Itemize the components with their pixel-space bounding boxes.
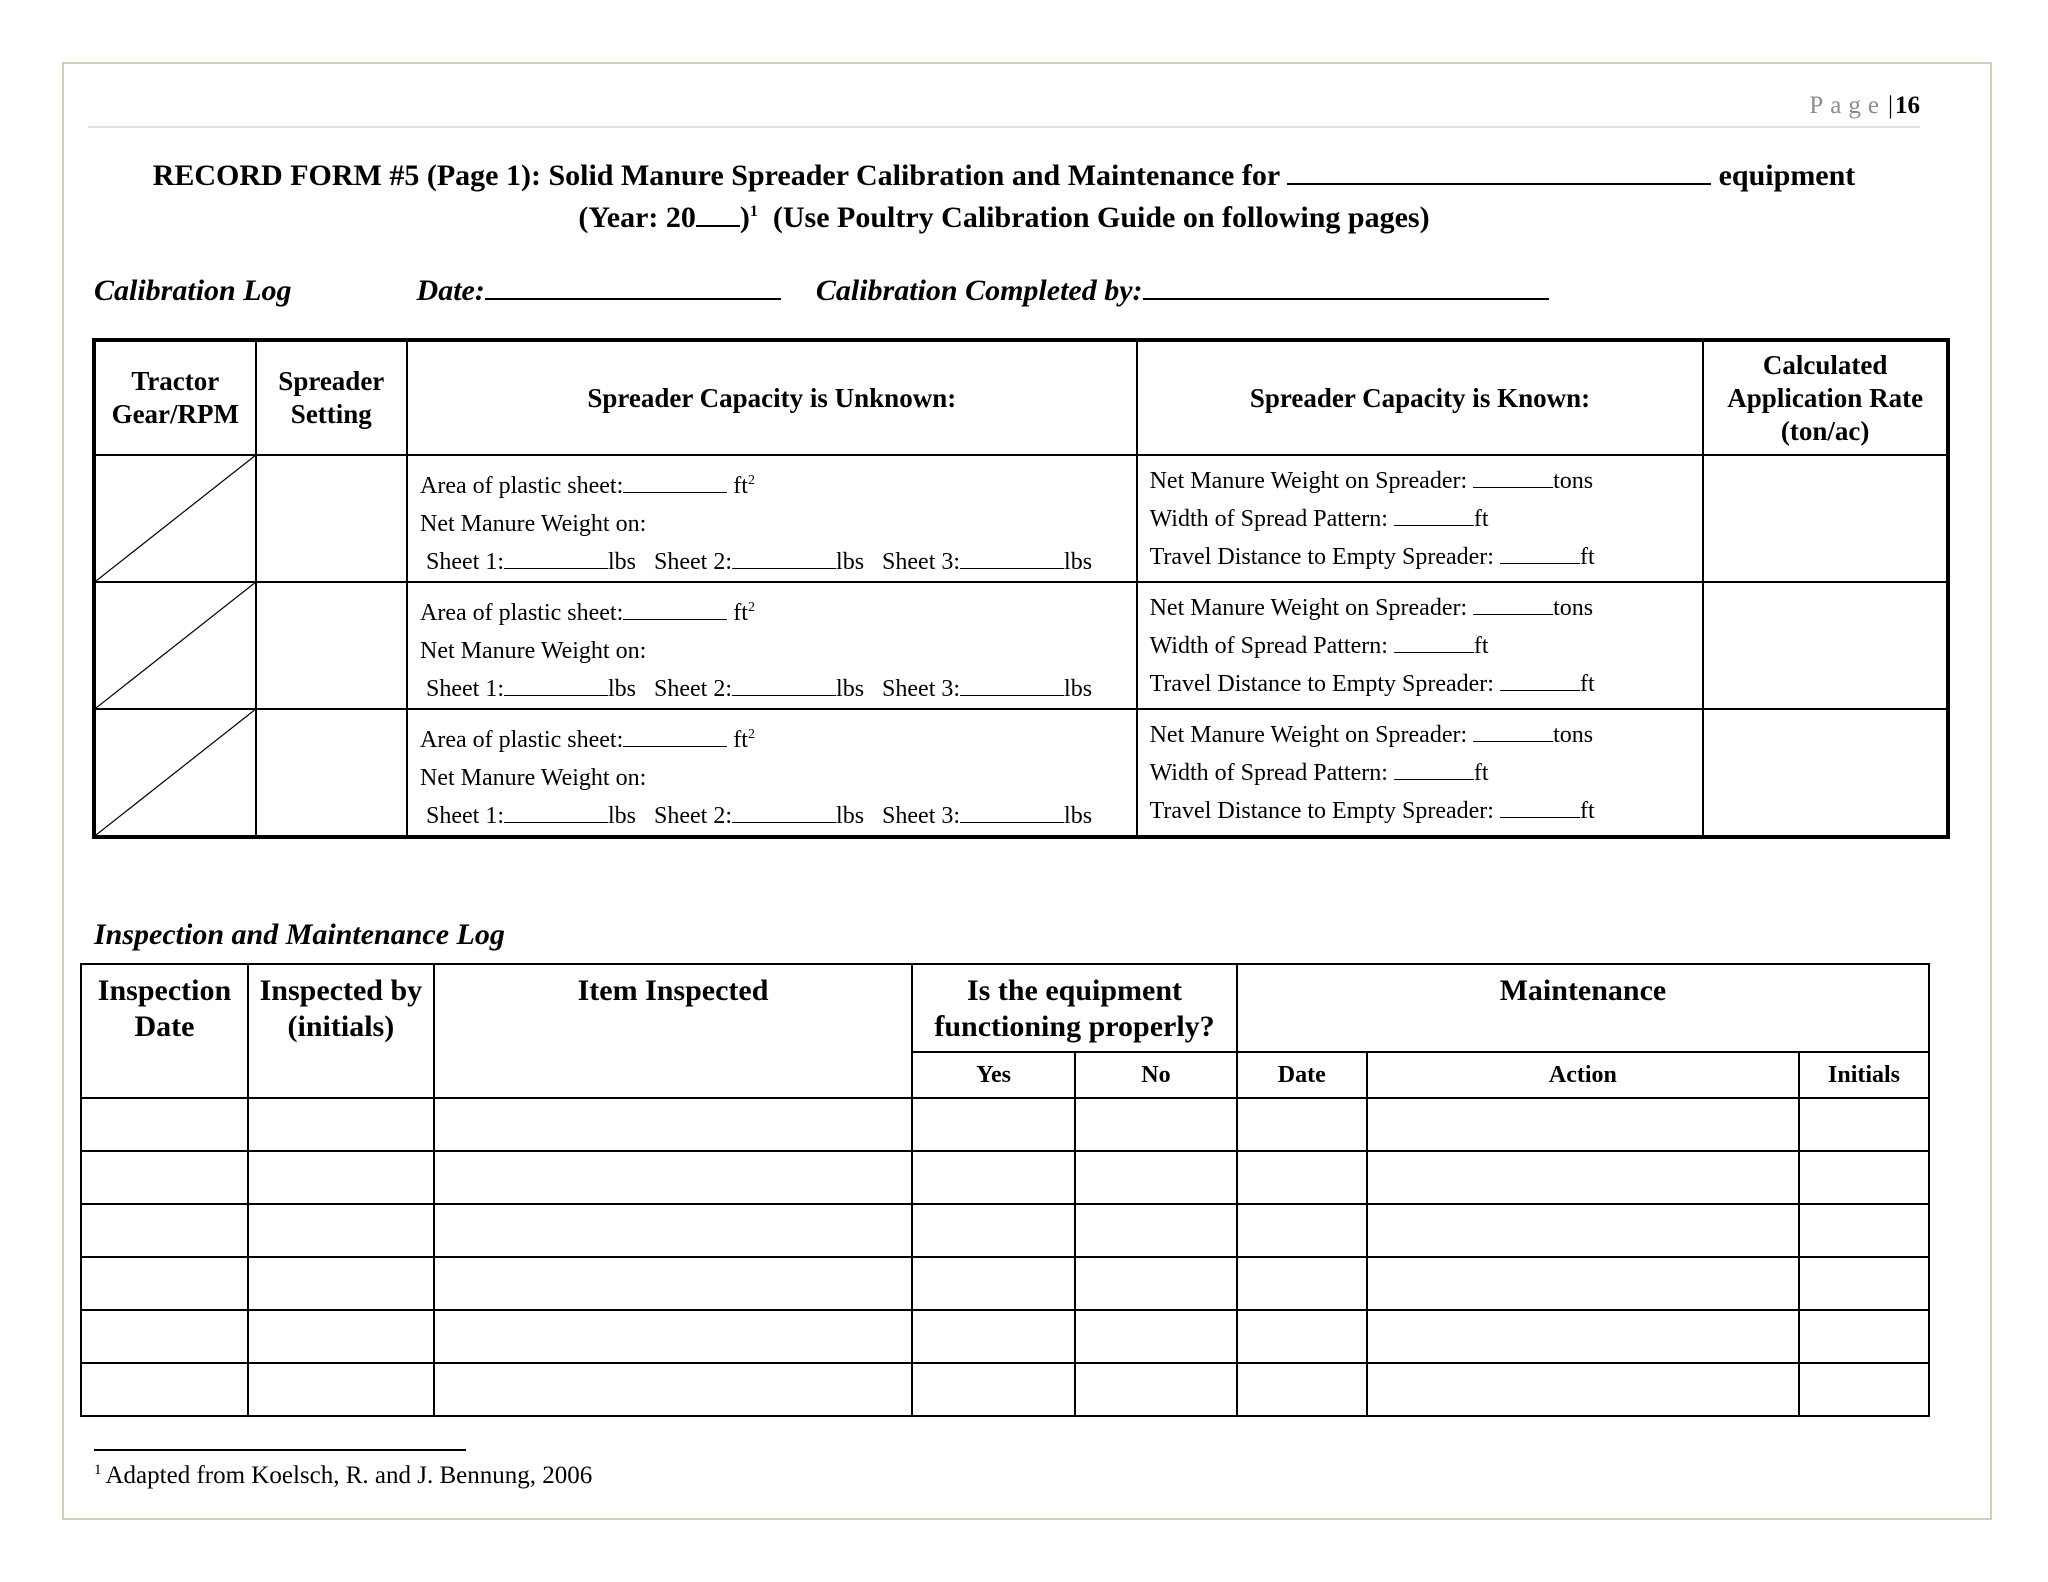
inspected-by-header: Inspected by (initials) (248, 964, 434, 1098)
field-label: tons (1553, 722, 1594, 748)
field-label: Sheet 2: (654, 676, 733, 702)
field-label: Net Manure Weight on: (420, 765, 647, 791)
maintenance-cell[interactable] (1367, 1310, 1799, 1363)
field-label: ft (733, 473, 748, 499)
maintenance-cell[interactable] (248, 1363, 434, 1416)
maintenance-row (81, 1363, 1929, 1416)
action-header: Action (1367, 1052, 1799, 1098)
capacity-known-cell (1137, 455, 1704, 582)
net-weight-field[interactable] (1473, 592, 1553, 615)
maintenance-cell[interactable] (1075, 1257, 1237, 1310)
maintenance-cell[interactable] (1237, 1098, 1367, 1151)
maintenance-cell[interactable] (1799, 1310, 1929, 1363)
maintenance-row (81, 1257, 1929, 1310)
application-rate-cell[interactable] (1703, 455, 1948, 582)
net-weight-field[interactable] (1473, 465, 1553, 488)
field-label: ft (1579, 671, 1595, 697)
diagonal-slash (96, 456, 255, 581)
tractor-gear-cell[interactable] (94, 709, 256, 837)
maintenance-cell[interactable] (1237, 1151, 1367, 1204)
maintenance-cell[interactable] (248, 1204, 434, 1257)
field-label: Sheet 1: (426, 676, 505, 702)
tractor-gear-cell[interactable] (94, 582, 256, 709)
maint-date-header: Date (1237, 1052, 1367, 1098)
diagonal-slash (96, 583, 255, 708)
field-label: lbs (1064, 549, 1093, 575)
functioning-header: Is the equipment functioning properly? (912, 964, 1237, 1052)
tractor-gear-cell[interactable] (94, 455, 256, 582)
calibration-log-line (94, 274, 1549, 308)
width-field[interactable] (1394, 757, 1474, 780)
maintenance-cell[interactable] (1237, 1363, 1367, 1416)
maintenance-cell[interactable] (912, 1204, 1075, 1257)
maintenance-cell[interactable] (434, 1310, 912, 1363)
maintenance-cell[interactable] (1075, 1098, 1237, 1151)
travel-field[interactable] (1500, 795, 1580, 818)
calibration-header-row (94, 340, 1948, 455)
field-label: Sheet 1: (426, 803, 505, 829)
year-blank[interactable] (696, 201, 740, 227)
maintenance-cell[interactable] (1237, 1204, 1367, 1257)
field-label: Net Manure Weight on Spreader: (1149, 468, 1468, 494)
field-label: Width of Spread Pattern: (1149, 760, 1388, 786)
maintenance-cell[interactable] (1075, 1310, 1237, 1363)
application-rate-header: Calculated Application Rate (ton/ac) (1703, 340, 1948, 455)
field-label: Sheet 3: (882, 676, 961, 702)
capacity-known-cell (1137, 709, 1704, 837)
maintenance-cell[interactable] (1075, 1363, 1237, 1416)
maintenance-cell[interactable] (1367, 1151, 1799, 1204)
footnote-divider (94, 1449, 466, 1451)
field-label: lbs (836, 549, 865, 575)
spreader-setting-header: Spreader Setting (256, 340, 407, 455)
item-inspected-header: Item Inspected (434, 964, 912, 1098)
field-label: Width of Spread Pattern: (1149, 506, 1388, 532)
application-rate-cell[interactable] (1703, 709, 1948, 837)
tractor-gear-header: Tractor Gear/RPM (94, 340, 256, 455)
field-label: ft (1473, 633, 1489, 659)
page-header (88, 92, 1920, 128)
capacity-unknown-cell (407, 455, 1137, 582)
maintenance-cell[interactable] (81, 1204, 248, 1257)
form-title-line1: RECORD FORM #5 (Page 1): Solid Manure Spreader Calibration and Maintenance for equipment (152, 159, 1856, 192)
form-title-line2: (Year: 20 )$^1$ (Use Poultry Calibration Guide on following pages) (578, 201, 1430, 234)
field-label: lbs (608, 676, 637, 702)
maintenance-row (81, 1204, 1929, 1257)
maintenance-cell[interactable] (912, 1363, 1075, 1416)
field-label: Sheet 3: (882, 549, 961, 575)
maintenance-cell[interactable] (1237, 1310, 1367, 1363)
maintenance-cell[interactable] (434, 1204, 912, 1257)
field-label: lbs (836, 803, 865, 829)
field-label: lbs (608, 549, 637, 575)
field-label: Net Manure Weight on: (420, 511, 647, 537)
form-title (88, 158, 1920, 236)
net-weight-field[interactable] (1473, 719, 1553, 742)
maintenance-cell[interactable] (434, 1098, 912, 1151)
field-label: ft (733, 600, 748, 626)
maintenance-cell[interactable] (1367, 1098, 1799, 1151)
diagonal-slash (96, 710, 255, 835)
field-label: Sheet 2: (654, 803, 733, 829)
sheet3-field[interactable] (960, 673, 1064, 696)
maintenance-table (80, 963, 1930, 1417)
maintenance-cell[interactable] (1367, 1257, 1799, 1310)
date-label: Date: (416, 274, 485, 307)
capacity-unknown-cell (407, 709, 1137, 837)
sheet1-field[interactable] (504, 673, 608, 696)
field-label: ft (1473, 506, 1489, 532)
field-label: tons (1553, 595, 1594, 621)
maintenance-cell[interactable] (248, 1151, 434, 1204)
field-label: ft (1579, 544, 1595, 570)
field-label: Area of plastic sheet: (420, 727, 624, 753)
maintenance-cell[interactable] (81, 1098, 248, 1151)
capacity-known-cell (1137, 582, 1704, 709)
capacity-unknown-cell (407, 582, 1137, 709)
field-label: ft (1473, 760, 1489, 786)
calibration-row (94, 582, 1948, 709)
field-label: lbs (836, 676, 865, 702)
footnote-marker: 1 (94, 1462, 102, 1478)
field-label: 2 (747, 473, 755, 488)
field-label: Net Manure Weight on Spreader: (1149, 595, 1468, 621)
maintenance-row (81, 1098, 1929, 1151)
maintenance-cell[interactable] (248, 1310, 434, 1363)
footnote-ref: 1 (749, 203, 758, 220)
sheet1-field[interactable] (504, 800, 608, 823)
maintenance-cell[interactable] (1237, 1257, 1367, 1310)
field-label: 2 (747, 600, 755, 615)
maintenance-cell[interactable] (1075, 1204, 1237, 1257)
maintenance-cell[interactable] (434, 1363, 912, 1416)
maintenance-cell[interactable] (912, 1310, 1075, 1363)
field-label: ft (733, 727, 748, 753)
completed-by-label: Calibration Completed by: (815, 274, 1143, 307)
maintenance-cell[interactable] (912, 1151, 1075, 1204)
field-label: Travel Distance to Empty Spreader: (1149, 544, 1494, 570)
maintenance-cell[interactable] (1799, 1257, 1929, 1310)
maintenance-row (81, 1310, 1929, 1363)
calibration-row (94, 455, 1948, 582)
field-label: 2 (747, 727, 755, 742)
yes-header: Yes (912, 1052, 1075, 1098)
sheet1-field[interactable] (504, 546, 608, 569)
maintenance-header: Maintenance (1237, 964, 1929, 1052)
maintenance-cell[interactable] (81, 1363, 248, 1416)
maintenance-cell[interactable] (434, 1257, 912, 1310)
inspection-date-header: Inspection Date (81, 964, 248, 1098)
page-separator: | (1887, 92, 1893, 119)
spreader-setting-cell[interactable] (256, 582, 407, 709)
spreader-setting-cell[interactable] (256, 455, 407, 582)
field-label: Sheet 1: (426, 549, 505, 575)
field-label: Area of plastic sheet: (420, 473, 624, 499)
sheet2-field[interactable] (732, 546, 836, 569)
maintenance-row (81, 1151, 1929, 1204)
maintenance-cell[interactable] (1799, 1363, 1929, 1416)
maintenance-log-label: Inspection and Maintenance Log (94, 918, 505, 951)
spreader-setting-cell[interactable] (256, 709, 407, 837)
maintenance-cell[interactable] (912, 1098, 1075, 1151)
field-label: Net Manure Weight on: (420, 638, 647, 664)
sheet3-field[interactable] (960, 800, 1064, 823)
maintenance-cell[interactable] (912, 1257, 1075, 1310)
initials-header: Initials (1799, 1052, 1929, 1098)
maintenance-cell[interactable] (1075, 1151, 1237, 1204)
page-number: 16 (1895, 92, 1920, 119)
maintenance-cell[interactable] (81, 1310, 248, 1363)
area-field[interactable] (623, 597, 727, 620)
field-label: Area of plastic sheet: (420, 600, 624, 626)
field-label: Sheet 2: (654, 549, 733, 575)
field-label: lbs (1064, 803, 1093, 829)
maintenance-cell[interactable] (1799, 1204, 1929, 1257)
field-label: Net Manure Weight on Spreader: (1149, 722, 1468, 748)
sheet2-field[interactable] (732, 673, 836, 696)
field-label: Travel Distance to Empty Spreader: (1149, 798, 1494, 824)
footnote (94, 1462, 592, 1490)
field-label: lbs (1064, 676, 1093, 702)
capacity-unknown-header: Spreader Capacity is Unknown: (407, 340, 1137, 455)
maintenance-cell[interactable] (1799, 1151, 1929, 1204)
application-rate-cell[interactable] (1703, 582, 1948, 709)
capacity-known-header: Spreader Capacity is Known: (1137, 340, 1704, 455)
calibration-log-label: Calibration Log (94, 274, 292, 307)
date-field[interactable] (485, 274, 781, 300)
field-label: Width of Spread Pattern: (1149, 633, 1388, 659)
maintenance-cell[interactable] (81, 1151, 248, 1204)
calibration-table (92, 338, 1950, 839)
maintenance-cell[interactable] (248, 1257, 434, 1310)
sheet2-field[interactable] (732, 800, 836, 823)
width-field[interactable] (1394, 630, 1474, 653)
maintenance-cell[interactable] (1367, 1204, 1799, 1257)
completed-by-field[interactable] (1143, 274, 1549, 300)
sheet3-field[interactable] (960, 546, 1064, 569)
maintenance-cell[interactable] (1799, 1098, 1929, 1151)
maintenance-header-row (81, 964, 1929, 1052)
area-field[interactable] (623, 724, 727, 747)
width-field[interactable] (1394, 503, 1474, 526)
equipment-blank[interactable] (1287, 159, 1711, 185)
no-header: No (1075, 1052, 1237, 1098)
field-label: Travel Distance to Empty Spreader: (1149, 671, 1494, 697)
page-label: Page (1809, 92, 1886, 119)
maintenance-cell[interactable] (1367, 1363, 1799, 1416)
field-label: Sheet 3: (882, 803, 961, 829)
calibration-row (94, 709, 1948, 837)
field-label: ft (1579, 798, 1595, 824)
maintenance-cell[interactable] (81, 1257, 248, 1310)
maintenance-cell[interactable] (434, 1151, 912, 1204)
footnote-text: Adapted from Koelsch, R. and J. Bennung, 2006 (105, 1462, 593, 1489)
travel-field[interactable] (1500, 668, 1580, 691)
maintenance-cell[interactable] (248, 1098, 434, 1151)
field-label: lbs (608, 803, 637, 829)
area-field[interactable] (623, 470, 727, 493)
travel-field[interactable] (1500, 541, 1580, 564)
field-label: tons (1553, 468, 1594, 494)
